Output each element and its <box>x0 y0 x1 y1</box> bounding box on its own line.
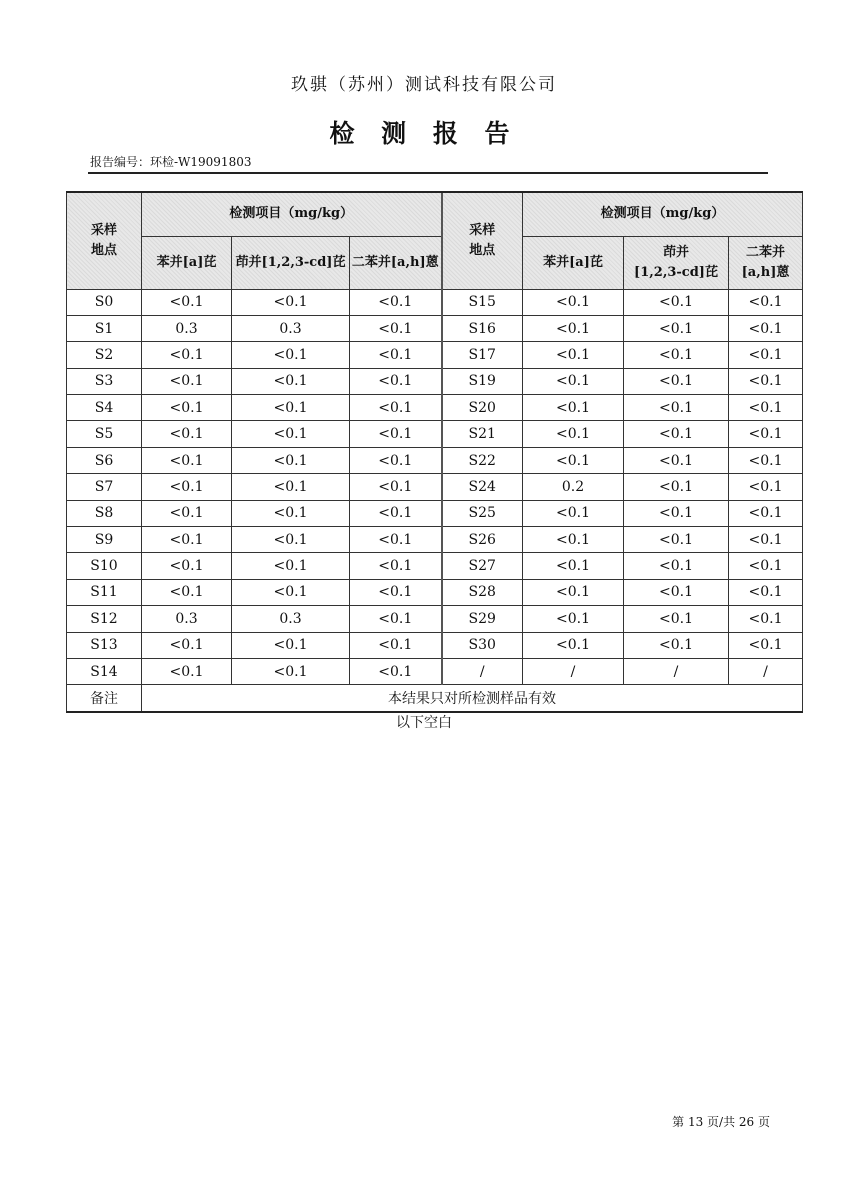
value-cell: 0.2 <box>523 474 624 500</box>
value-cell: <0.1 <box>142 474 232 500</box>
value-cell: <0.1 <box>523 368 624 394</box>
value-cell: <0.1 <box>523 632 624 658</box>
site-cell: S24 <box>442 474 523 500</box>
value-cell: <0.1 <box>624 474 729 500</box>
value-cell: <0.1 <box>350 421 442 447</box>
value-cell: <0.1 <box>142 395 232 421</box>
site-cell: S13 <box>67 632 142 658</box>
value-cell: <0.1 <box>523 342 624 368</box>
value-cell: <0.1 <box>142 500 232 526</box>
value-cell: <0.1 <box>232 447 350 473</box>
value-cell: <0.1 <box>729 447 803 473</box>
site-cell: S12 <box>67 606 142 632</box>
site-cell: S6 <box>67 447 142 473</box>
value-cell: <0.1 <box>232 658 350 684</box>
value-cell: <0.1 <box>729 368 803 394</box>
site-header-left: 采样 地点 <box>67 192 142 289</box>
value-cell: <0.1 <box>350 447 442 473</box>
value-cell: <0.1 <box>350 658 442 684</box>
value-cell: <0.1 <box>142 553 232 579</box>
value-cell: <0.1 <box>729 342 803 368</box>
value-cell: <0.1 <box>232 395 350 421</box>
value-cell: <0.1 <box>350 500 442 526</box>
value-cell: <0.1 <box>232 421 350 447</box>
report-number: 报告编号：环检-W19091803 <box>90 155 252 169</box>
site-cell: S16 <box>442 315 523 341</box>
site-cell: S5 <box>67 421 142 447</box>
value-cell: <0.1 <box>624 632 729 658</box>
value-cell: / <box>624 658 729 684</box>
value-cell: <0.1 <box>350 289 442 315</box>
value-cell: <0.1 <box>142 421 232 447</box>
table-row <box>67 632 803 658</box>
value-cell: <0.1 <box>523 553 624 579</box>
group-header-right: 检测项目（mg/kg） <box>523 192 803 236</box>
value-cell: <0.1 <box>729 315 803 341</box>
value-cell: <0.1 <box>729 579 803 605</box>
site-cell: S10 <box>67 553 142 579</box>
table-row <box>67 474 803 500</box>
site-header-right: 采样 地点 <box>442 192 523 289</box>
site-cell: S7 <box>67 474 142 500</box>
value-cell: <0.1 <box>232 500 350 526</box>
table-row <box>67 395 803 421</box>
value-cell: <0.1 <box>350 368 442 394</box>
value-cell: <0.1 <box>624 421 729 447</box>
value-cell: <0.1 <box>624 579 729 605</box>
table-row <box>67 315 803 341</box>
col-header-dba-right: 二苯并 [a,h]蒽 <box>729 236 803 289</box>
value-cell: <0.1 <box>350 527 442 553</box>
value-cell: 0.3 <box>232 606 350 632</box>
site-cell: S17 <box>442 342 523 368</box>
results-table <box>66 191 803 713</box>
site-cell: S22 <box>442 447 523 473</box>
value-cell: <0.1 <box>232 553 350 579</box>
table-row <box>67 658 803 684</box>
site-cell: S27 <box>442 553 523 579</box>
col-header-ind-left: 茚并[1,2,3-cd]芘 <box>232 236 350 289</box>
value-cell: <0.1 <box>523 289 624 315</box>
value-cell: <0.1 <box>232 527 350 553</box>
value-cell: <0.1 <box>624 395 729 421</box>
table-row <box>67 447 803 473</box>
table-row <box>67 368 803 394</box>
value-cell: <0.1 <box>523 527 624 553</box>
value-cell: <0.1 <box>729 474 803 500</box>
value-cell: <0.1 <box>624 527 729 553</box>
value-cell: <0.1 <box>142 447 232 473</box>
value-cell: <0.1 <box>142 368 232 394</box>
col-header-dba-left: 二苯并[a,h]蒽 <box>350 236 442 289</box>
value-cell: <0.1 <box>523 395 624 421</box>
value-cell: <0.1 <box>523 421 624 447</box>
table-row <box>67 579 803 605</box>
site-cell: S2 <box>67 342 142 368</box>
table-row <box>67 553 803 579</box>
site-cell: S21 <box>442 421 523 447</box>
report-title: 检 测 报 告 <box>329 119 519 148</box>
value-cell: <0.1 <box>729 289 803 315</box>
value-cell: <0.1 <box>729 606 803 632</box>
value-cell: <0.1 <box>232 632 350 658</box>
value-cell: <0.1 <box>232 368 350 394</box>
value-cell: <0.1 <box>350 579 442 605</box>
value-cell: <0.1 <box>350 315 442 341</box>
value-cell: <0.1 <box>624 447 729 473</box>
table-row <box>67 342 803 368</box>
site-cell: S30 <box>442 632 523 658</box>
remark-label: 备注 <box>67 685 142 713</box>
page-number: 第 13 页/共 26 页 <box>672 1115 770 1129</box>
value-cell: <0.1 <box>523 500 624 526</box>
value-cell: <0.1 <box>523 606 624 632</box>
site-cell: S15 <box>442 289 523 315</box>
company-name: 玖骐（苏州）测试科技有限公司 <box>291 75 557 95</box>
value-cell: 0.3 <box>142 315 232 341</box>
value-cell: 0.3 <box>232 315 350 341</box>
value-cell: / <box>523 658 624 684</box>
value-cell: <0.1 <box>142 658 232 684</box>
value-cell: <0.1 <box>350 606 442 632</box>
site-cell: S25 <box>442 500 523 526</box>
value-cell: <0.1 <box>624 500 729 526</box>
value-cell: <0.1 <box>232 474 350 500</box>
col-header-bap-left: 苯并[a]芘 <box>142 236 232 289</box>
value-cell: / <box>729 658 803 684</box>
value-cell: <0.1 <box>523 315 624 341</box>
value-cell: <0.1 <box>350 553 442 579</box>
site-cell: S28 <box>442 579 523 605</box>
value-cell: <0.1 <box>624 289 729 315</box>
table-row <box>67 527 803 553</box>
site-cell: S19 <box>442 368 523 394</box>
site-cell: S3 <box>67 368 142 394</box>
col-header-bap-right: 苯并[a]芘 <box>523 236 624 289</box>
blank-below-note: 以下空白 <box>396 715 452 731</box>
value-cell: <0.1 <box>729 527 803 553</box>
value-cell: <0.1 <box>624 606 729 632</box>
value-cell: <0.1 <box>523 447 624 473</box>
value-cell: <0.1 <box>350 395 442 421</box>
value-cell: <0.1 <box>624 342 729 368</box>
site-cell: S11 <box>67 579 142 605</box>
remark-text: 本结果只对所检测样品有效 <box>142 685 803 713</box>
table-row <box>67 606 803 632</box>
value-cell: <0.1 <box>523 579 624 605</box>
value-cell: <0.1 <box>232 579 350 605</box>
header-rule <box>88 172 768 174</box>
site-cell: S14 <box>67 658 142 684</box>
value-cell: <0.1 <box>142 632 232 658</box>
value-cell: <0.1 <box>142 289 232 315</box>
value-cell: <0.1 <box>729 553 803 579</box>
col-header-ind-right: 茚并 [1,2,3-cd]芘 <box>624 236 729 289</box>
results-body <box>67 289 803 685</box>
value-cell: <0.1 <box>729 395 803 421</box>
table-row <box>67 500 803 526</box>
value-cell: <0.1 <box>232 289 350 315</box>
value-cell: <0.1 <box>624 315 729 341</box>
value-cell: <0.1 <box>142 527 232 553</box>
site-cell: / <box>442 658 523 684</box>
value-cell: <0.1 <box>624 368 729 394</box>
site-cell: S20 <box>442 395 523 421</box>
value-cell: <0.1 <box>624 553 729 579</box>
value-cell: <0.1 <box>729 500 803 526</box>
value-cell: <0.1 <box>729 632 803 658</box>
site-cell: S1 <box>67 315 142 341</box>
site-cell: S9 <box>67 527 142 553</box>
value-cell: <0.1 <box>142 342 232 368</box>
site-cell: S4 <box>67 395 142 421</box>
site-cell: S8 <box>67 500 142 526</box>
value-cell: <0.1 <box>232 342 350 368</box>
site-cell: S29 <box>442 606 523 632</box>
table-row <box>67 289 803 315</box>
site-cell: S26 <box>442 527 523 553</box>
value-cell: <0.1 <box>729 421 803 447</box>
value-cell: <0.1 <box>142 579 232 605</box>
value-cell: <0.1 <box>350 632 442 658</box>
value-cell: <0.1 <box>350 342 442 368</box>
value-cell: 0.3 <box>142 606 232 632</box>
table-row <box>67 421 803 447</box>
site-cell: S0 <box>67 289 142 315</box>
value-cell: <0.1 <box>350 474 442 500</box>
group-header-left: 检测项目（mg/kg） <box>142 192 442 236</box>
